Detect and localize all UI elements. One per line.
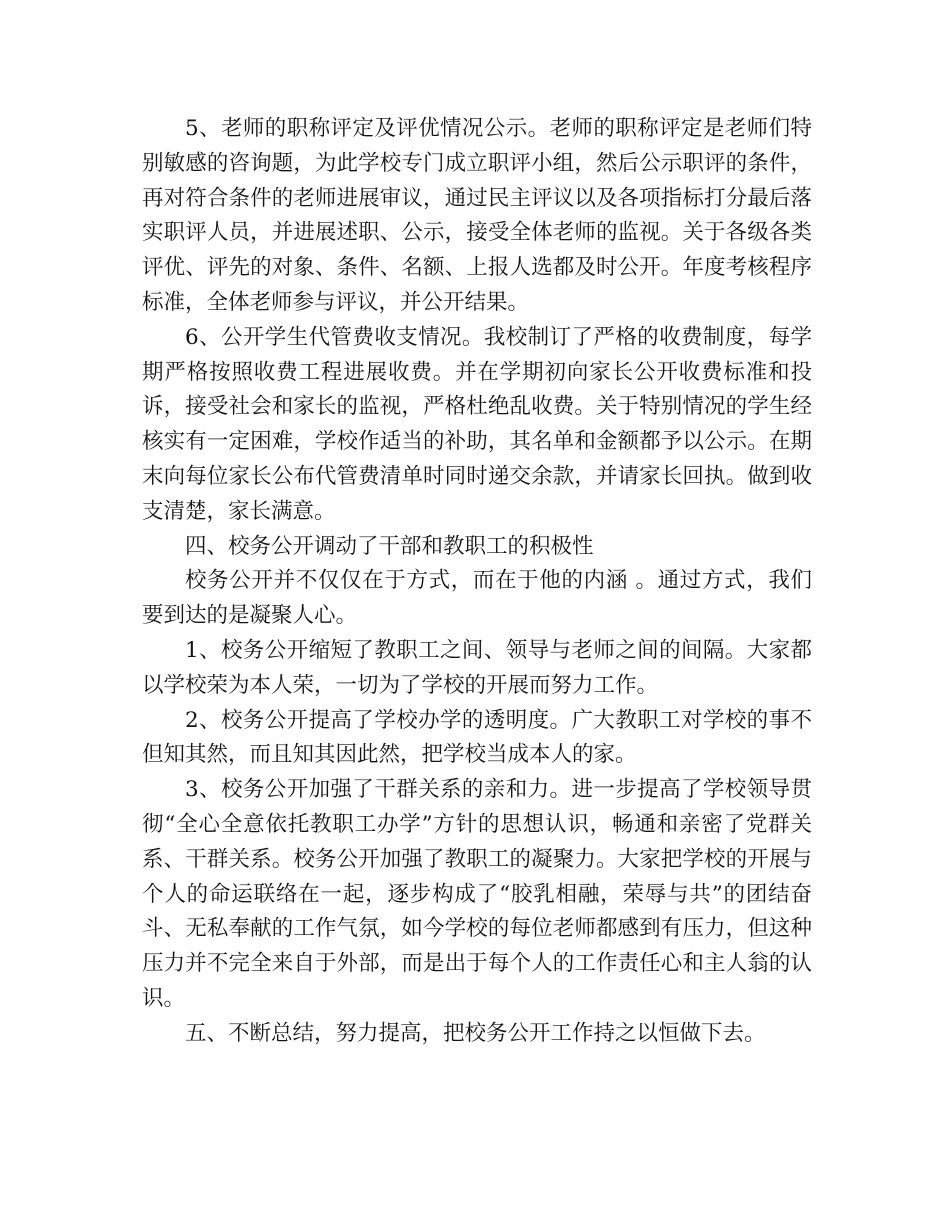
paragraph-point-3: 3、校务公开加强了干群关系的亲和力。进一步提高了学校领导贯彻“全心全意依托教职工办学”方针的思想认识，畅通和亲密了党群关系、干群关系。校务公开加强了教职工的凝聚力。大家把学校的开展与个人的命运联络在一起，逐步构成了“胶乳相融，荣辱与共”的团结奋斗、无私奉献的工作气氛，如今学校的每位老师都感到有压力，但这种压力并不完全来自于外部，而是出于每个人的工作责任心和主人翁的认识。 [142,777,812,1011]
paragraph-disclosure-meaning: 校务公开并不仅仅在于方式，而在于他的内涵 。通过方式，我们要到达的是凝聚人心。 [142,568,812,629]
paragraph-student-fee-disclosure: 6、公开学生代管费收支情况。我校制订了严格的收费制度，每学期严格按照收费工程进展收费。并在学期初向家长公开收费标准和投诉，接受社会和家长的监视，严格杜绝乱收费。关于特别情况的学生经核实有一定困难，学校作适当的补助，其名单和金额都予以公示。在期末向每位家长公布代管费清单时同时递交余款，并请家长回执。做到收支清楚，家长满意。 [142,324,812,524]
document-page [142,112,812,1052]
paragraph-teacher-title-evaluation: 5、老师的职称评定及评优情况公示。老师的职称评定是老师们特别敏感的咨询题，为此学校专门成立职评小组，然后公示职评的条件，再对符合条件的老师进展审议，通过民主评议以及各项指标打分最后落实职评人员，并进展述职、公示，接受全体老师的监视。关于各级各类评优、评先的对象、条件、名额、上报人选都及时公开。年度考核程序标准，全体老师参与评议，并公开结果。 [142,116,812,315]
paragraph-point-2: 2、校务公开提高了学校办学的透明度。广大教职工对学校的事不但知其然，而且知其因此然，把学校当成本人的家。 [142,707,812,768]
section-heading-four: 四、校务公开调动了干部和教职工的积极性 [185,533,594,559]
section-heading-five: 五、不断总结，努力提高，把校务公开工作持之以恒做下去。 [185,1020,766,1046]
paragraph-point-1: 1、校务公开缩短了教职工之间、领导与老师之间的间隔。大家都以学校荣为本人荣，一切为了学校的开展而努力工作。 [142,637,812,698]
